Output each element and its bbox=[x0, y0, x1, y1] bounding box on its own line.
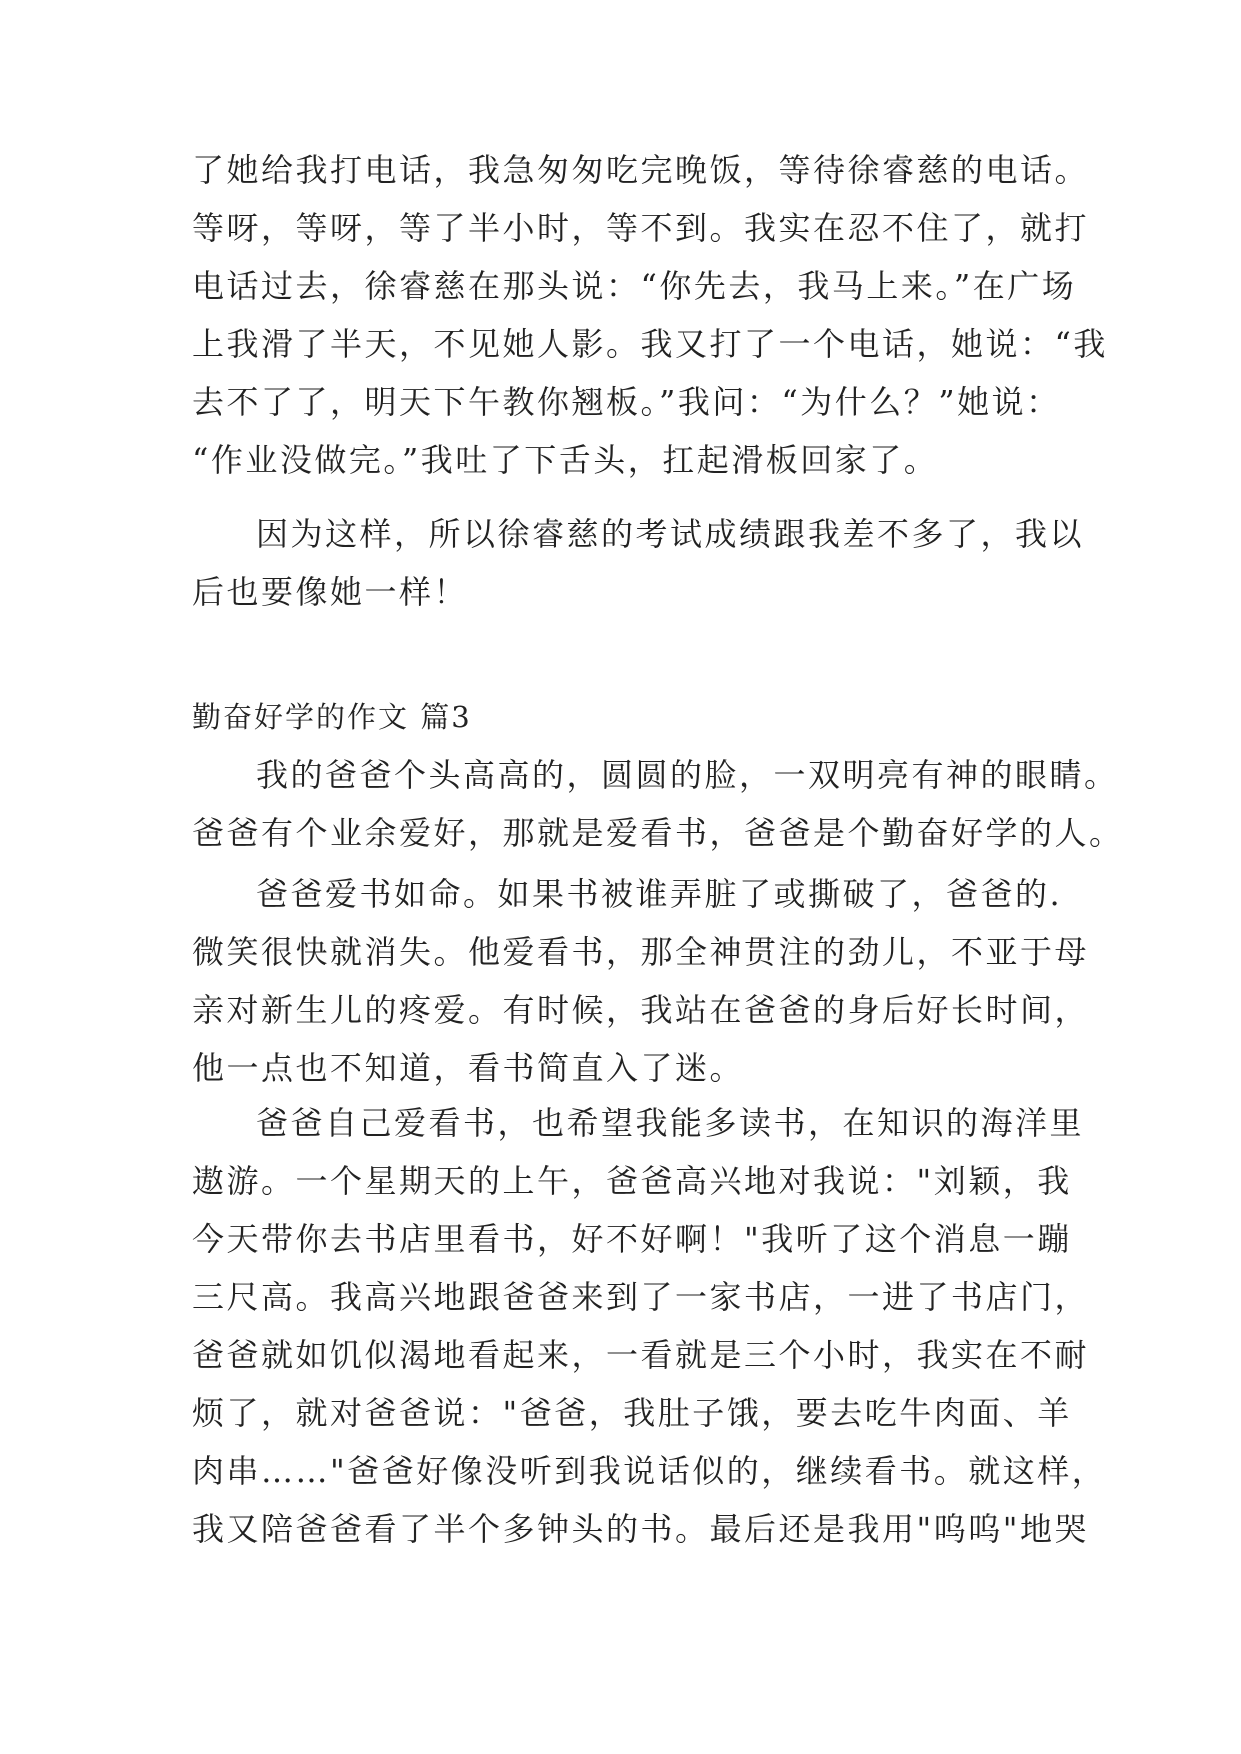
text-line: 遨游。一个星期天的上午，爸爸高兴地对我说："刘颖，我 bbox=[192, 1162, 1072, 1200]
paragraph-loves-books bbox=[192, 865, 1090, 1097]
text-line: 烦了，就对爸爸说："爸爸，我肚子饿，要去吃牛肉面、羊 bbox=[192, 1394, 1072, 1432]
paragraph-phone-call bbox=[192, 141, 1108, 489]
text-line: 亲对新生儿的疼爱。有时候，我站在爸爸的身后好长时间， bbox=[192, 991, 1090, 1029]
text-line: 爸爸就如饥似渴地看起来，一看就是三个小时，我实在不耐 bbox=[192, 1336, 1090, 1374]
text-line: 三尺高。我高兴地跟爸爸来到了一家书店，一进了书店门， bbox=[192, 1278, 1090, 1316]
text-line: 因为这样，所以徐睿慈的考试成绩跟我差不多了，我以 bbox=[256, 515, 1085, 553]
text-line: 爸爸有个业余爱好，那就是爱看书，爸爸是个勤奋好学的人。 bbox=[192, 814, 1124, 852]
text-line: 我又陪爸爸看了半个多钟头的书。最后还是我用"呜呜"地哭 bbox=[192, 1510, 1089, 1548]
paragraph-bookstore bbox=[192, 1094, 1107, 1558]
paragraph-dad-intro bbox=[192, 746, 1124, 862]
text-line: 电话过去，徐睿慈在那头说：“你先去，我马上来。”在广场 bbox=[192, 267, 1077, 305]
text-line: 今天带你去书店里看书，好不好啊！"我听了这个消息一蹦 bbox=[192, 1220, 1072, 1258]
text-line: 去不了了，明天下午教你翘板。”我问：“为什么？”她说： bbox=[192, 383, 1061, 421]
text-line: 了她给我打电话，我急匆匆吃完晚饭，等待徐睿慈的电话。 bbox=[192, 151, 1090, 189]
text-line: 上我滑了半天，不见她人影。我又打了一个电话，她说：“我 bbox=[192, 325, 1108, 363]
text-line: 我的爸爸个头高高的，圆圆的脸，一双明亮有神的眼睛。 bbox=[256, 756, 1119, 794]
text-line: 后也要像她一样！ bbox=[192, 573, 469, 611]
text-line: 爸爸爱书如命。如果书被谁弄脏了或撕破了，爸爸的. bbox=[256, 875, 1063, 913]
section-heading bbox=[192, 688, 1072, 746]
text-line: 等呀，等呀，等了半小时，等不到。我实在忍不住了，就打 bbox=[192, 209, 1090, 247]
text-line: 他一点也不知道，看书简直入了迷。 bbox=[192, 1049, 745, 1087]
section-title: 勤奋好学的作文 篇3 bbox=[192, 700, 472, 734]
text-line: “作业没做完。”我吐了下舌头，扛起滑板回家了。 bbox=[192, 441, 939, 479]
text-line: 肉串……"爸爸好像没听到我说话似的，继续看书。就这样， bbox=[192, 1452, 1107, 1490]
text-line: 爸爸自己爱看书，也希望我能多读书，在知识的海洋里 bbox=[256, 1104, 1085, 1142]
text-line: 微笑很快就消失。他爱看书，那全神贯注的劲儿，不亚于母 bbox=[192, 933, 1090, 971]
paragraph-conclusion bbox=[192, 505, 1085, 621]
